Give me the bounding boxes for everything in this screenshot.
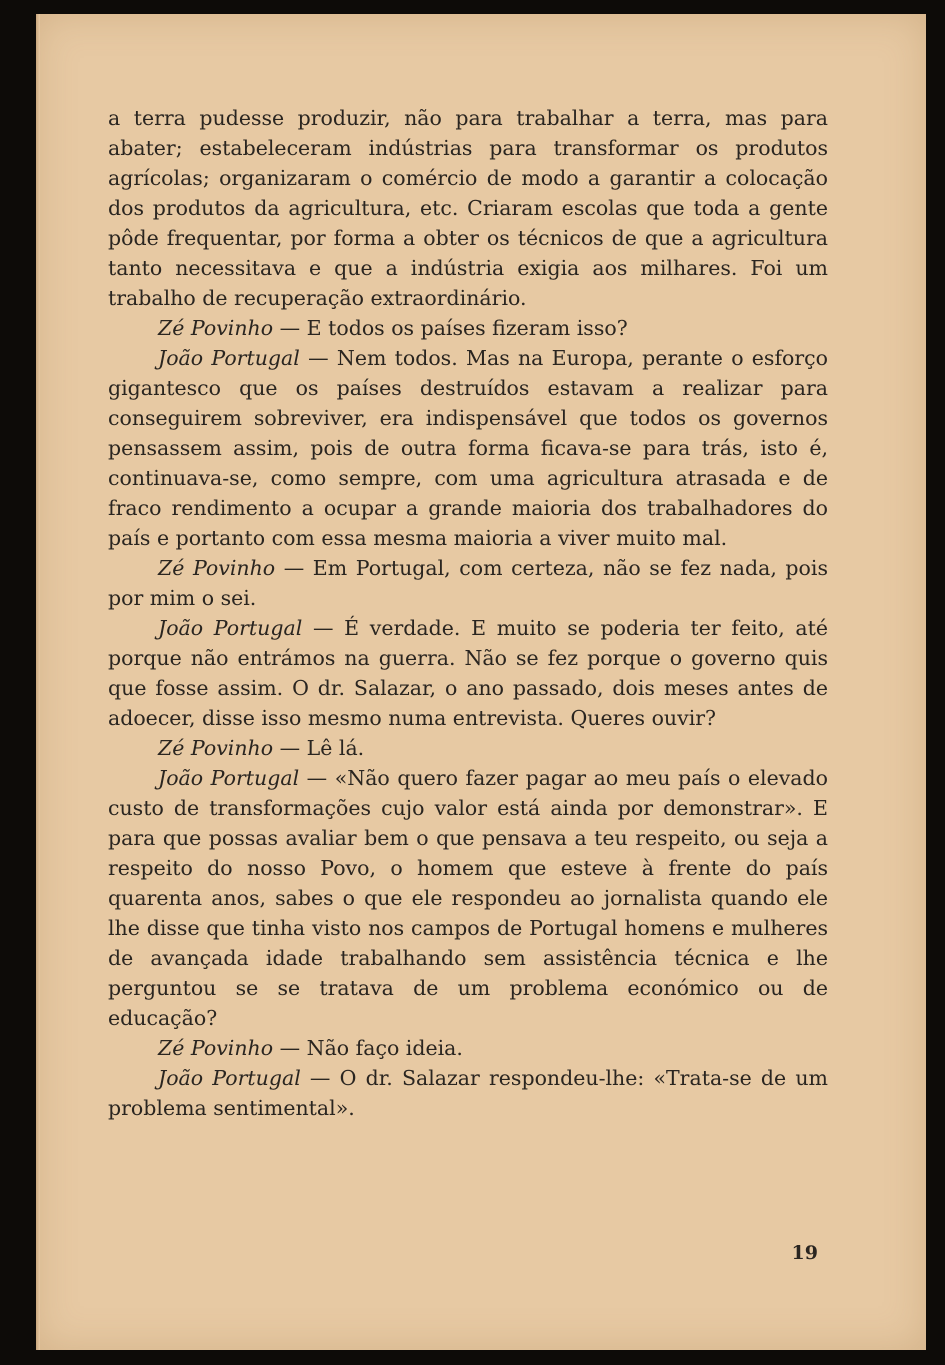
speaker-name: João Portugal <box>158 1066 301 1090</box>
dialogue-line <box>108 313 828 343</box>
dialogue-line <box>108 1033 828 1063</box>
speaker-name: Zé Povinho <box>158 316 274 340</box>
dialogue-line <box>108 763 828 1033</box>
em-dash: — <box>273 1036 307 1060</box>
dialogue-text: O dr. Salazar respondeu-lhe: «Trata-se de um problema sentimental». <box>108 1066 828 1120</box>
dialogue-line <box>108 553 828 613</box>
em-dash: — <box>302 616 345 640</box>
em-dash: — <box>300 1066 340 1090</box>
dialogue-text: «Não quero fazer pagar ao meu país o elevado custo de transformações cujo valor está ainda por demonstrar». E para que possas avaliar bem o que pensava a teu respeito, ou seja a respeito do nosso Povo, o homem que esteve à frente do país quarenta anos, sabes o que ele respondeu ao jornalista quando ele lhe disse que tinha visto nos campos de Portugal homens e mulheres de avançada idade trabalhando sem assistência técnica e lhe perguntou se se tratava de um problema económico ou de educação? <box>108 766 828 1030</box>
dialogue-line <box>108 1063 828 1123</box>
dialogue-text: É verdade. E muito se poderia ter feito, até porque não entrámos na guerra. Não se fez porque o governo quis que fosse assim. O dr. Salazar, o ano passado, dois meses antes de adoecer, disse isso mesmo numa entrevista. Queres ouvir? <box>108 616 828 730</box>
speaker-name: João Portugal <box>158 346 300 370</box>
page-number: 19 <box>791 1242 818 1264</box>
speaker-name: João Portugal <box>158 616 303 640</box>
em-dash: — <box>299 346 337 370</box>
paragraph-continuation <box>108 103 828 313</box>
em-dash: — <box>299 766 335 790</box>
page-edge <box>36 14 40 1350</box>
dialogue-line <box>108 613 828 733</box>
dialogue-text: Não faço ideia. <box>306 1036 463 1060</box>
speaker-name: Zé Povinho <box>158 1036 274 1060</box>
speaker-name: João Portugal <box>158 766 300 790</box>
dialogue-text: Nem todos. Mas na Europa, perante o esforço gigantesco que os países destruídos estavam a realizar para conseguirem sobreviver, era indispensável que todos os governos pensassem assim, pois de outra forma ficava-se para trás, isto é, continuava-se, como sempre, com uma agricultura atrasada e de fraco rendimento a ocupar a grande maioria dos trabalhadores do país e portanto com essa mesma maioria a viver muito mal. <box>108 346 828 550</box>
dialogue-text: Em Portugal, com certeza, não se fez nada, pois por mim o sei. <box>108 556 828 610</box>
em-dash: — <box>273 736 307 760</box>
dialogue-line <box>108 733 828 763</box>
dialogue-text: E todos os países fizeram isso? <box>306 316 628 340</box>
paragraph-text: a terra pudesse produzir, não para trabalhar a terra, mas para abater; estabeleceram indústrias para transformar os produtos agrícolas; organizaram o comércio de modo a garantir a colocação dos produtos da agricultura, etc. Criaram escolas que toda a gente pôde frequentar, por forma a obter os técnicos de que a agricultura tanto necessitava e que a indústria exigia aos milhares. Foi um trabalho de recuperação extraordinário. <box>108 106 828 310</box>
body-text <box>108 103 828 1123</box>
speaker-name: Zé Povinho <box>158 556 276 580</box>
book-page <box>36 14 926 1350</box>
em-dash: — <box>273 316 307 340</box>
speaker-name: Zé Povinho <box>158 736 274 760</box>
em-dash: — <box>275 556 313 580</box>
dialogue-text: Lê lá. <box>306 736 365 760</box>
dialogue-line <box>108 343 828 553</box>
